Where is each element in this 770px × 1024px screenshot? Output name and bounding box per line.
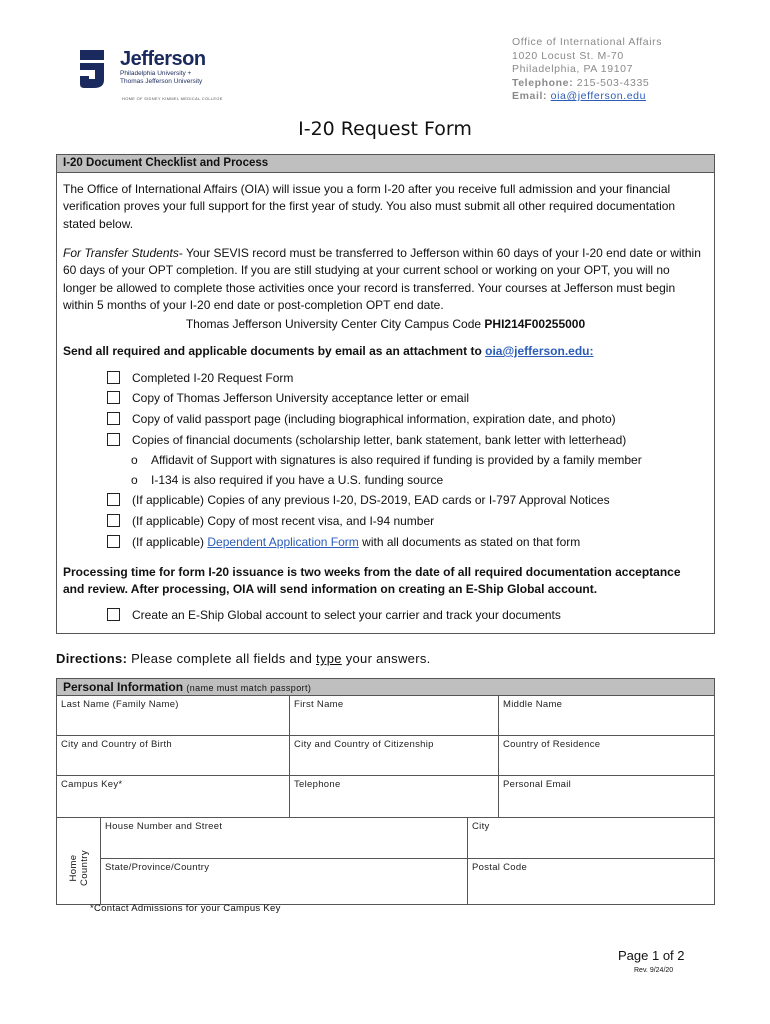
logo-tagline: HOME OF SIDNEY KIMMEL MEDICAL COLLEGE [122,96,223,101]
house-street-field[interactable] [101,818,468,859]
campus-code-line [57,317,714,331]
checkbox[interactable] [107,433,120,446]
checklist-item-label: Completed I-20 Request Form [132,371,294,385]
bullet: o [131,453,138,467]
home-label-line-1: Home [68,854,79,882]
field-label: Postal Code [472,862,528,873]
office-address-1: 1020 Locust St. M-70 [512,49,624,62]
checklist-item-label: Copy of Thomas Jefferson University acceptance letter or email [132,391,470,405]
checkbox[interactable] [107,535,120,548]
checklist-item-suffix: with all documents as stated on that form [358,535,581,549]
office-address-2: Philadelphia, PA 19107 [512,63,634,75]
telephone-value: 215-503-4335 [576,76,650,89]
checklist-header [57,155,714,173]
intro-paragraph: The Office of International Affairs (OIA) will issue you a form I-20 after you receive full admission and your financial verification proves your full support for the first year of study. You also must submit all other required documentation stated below. [63,182,676,231]
field-label: State/Province/Country [105,862,210,873]
field-label: Telephone [294,779,341,790]
checkbox[interactable] [107,391,120,404]
checkbox[interactable] [107,493,120,506]
directions-label: Directions: [56,651,128,666]
checklist-item-label: (If applicable) Copies of any previous I-20, DS-2019, EAD cards or I-797 Approval Notices [132,493,610,507]
campus-key-field[interactable] [57,776,290,818]
email-link[interactable]: oia@jefferson.edu [550,90,647,102]
logo-subtitle-2: Thomas Jefferson University [120,78,203,85]
sub-item-text: is also required if you have a U.S. funding source [178,473,444,487]
middle-name-field[interactable] [499,696,714,736]
checklist-item [107,411,616,427]
checkbox[interactable] [107,514,120,527]
office-contact-block [512,36,662,104]
office-email: Email: oia@jefferson.edu [512,90,647,102]
sub-item-i134 [131,472,443,488]
transfer-text: - Your SEVIS record must be transferred to Jefferson within 60 days of your I-20 end date or within 60 days of your OPT completion. If you are still studying at your current school or working on your OPT, you will no longer be allowed to complete those activities once your record is transferred. Your courses at Jefferson must begin within 5 months of your I-20 end date or post-completion OPT end date. [63,246,701,313]
campus-code: PHI214F00255000 [484,317,586,331]
checklist-section [56,154,715,634]
checklist-item [107,513,434,529]
send-text: Send all required and applicable documents by email as an attachment to [63,344,482,358]
checklist-item-label: Copies of financial documents (scholarship letter, bank statement, bank letter with letterhead) [132,433,627,447]
checklist-item-label: Create an E-Ship Global account to select your carrier and track your documents [132,608,561,622]
checklist-item [107,534,580,550]
revision-date: Rev. 9/24/20 [634,967,674,974]
residence-field[interactable] [499,736,714,776]
send-email-link[interactable]: oia@jefferson.edu: [485,344,594,358]
checklist-item [107,370,293,386]
checklist-item-eship [107,607,561,623]
jefferson-logo-icon [80,50,104,88]
field-label: City and Country of Citizenship [294,739,434,750]
personal-heading: Personal Information [63,680,184,694]
page-title: I-20 Request Form [298,118,472,140]
personal-subheading: (name must match passport) [186,683,312,693]
first-name-field[interactable] [290,696,499,736]
logo-name: Jefferson [120,48,206,70]
dependent-form-link[interactable]: Dependent Application Form [207,535,359,549]
affidavit-link[interactable]: Affidavit of Support [151,453,253,467]
citizenship-field[interactable] [290,736,499,776]
telephone-label: Telephone [512,76,570,89]
checklist-item-label: Copy of valid passport page (including biographical information, expiration date, and photo) [132,412,616,426]
personal-email-field[interactable] [499,776,714,818]
postal-code-field[interactable] [468,859,714,904]
office-name: Office of International Affairs [512,36,663,48]
send-instructions [63,343,703,360]
processing-note: Processing time for form I-20 issuance is two weeks from the date of all required documentation acceptance and review. After processing, OIA will send information on creating an E-Ship Global account. [63,565,681,597]
office-telephone: Telephone: 215-503-4335 [512,76,650,89]
home-country-label [57,818,101,904]
state-country-field[interactable] [101,859,468,904]
directions-text-end: your answers. [341,651,431,666]
city-field[interactable] [468,818,714,859]
checklist-item-label: (If applicable) [132,535,208,549]
sub-item-affidavit [131,452,642,468]
i134-link[interactable]: I-134 [151,473,179,487]
home-label-line-2: Country [79,849,90,887]
checklist-heading: I-20 Document Checklist and Process [63,157,269,169]
field-label: First Name [294,699,344,710]
checklist-item [107,492,610,508]
checkbox[interactable] [107,371,120,384]
checklist-item [107,432,626,448]
personal-information-header [57,679,714,696]
page-number: Page 1 of 2 [618,948,685,963]
field-label: Personal Email [503,779,572,790]
last-name-field[interactable] [57,696,290,736]
jefferson-logo [80,48,230,104]
directions-type-word: type [316,651,342,666]
campus-key-footnote: *Contact Admissions for your Campus Key [90,903,281,914]
telephone-field[interactable] [290,776,499,818]
bullet: o [131,473,138,487]
field-label: Country of Residence [503,739,601,750]
checklist-item [107,390,469,406]
sub-item-text: with signatures is also required if funding is provided by a family member [252,453,642,467]
field-label: Last Name (Family Name) [61,699,179,710]
transfer-label: For Transfer Students [63,246,179,260]
email-label: Email [512,90,544,102]
transfer-paragraph [63,245,703,315]
field-label: House Number and Street [105,821,223,832]
checkbox[interactable] [107,412,120,425]
field-label: Campus Key* [61,779,123,790]
field-label: Middle Name [503,699,563,710]
field-label: City and Country of Birth [61,739,172,750]
checkbox[interactable] [107,608,120,621]
campus-code-text: Thomas Jefferson University Center City Campus Code [185,317,482,331]
directions-text: Please complete all fields and [127,651,317,666]
directions [56,651,431,666]
birth-place-field[interactable] [57,736,290,776]
checklist-item-label: (If applicable) Copy of most recent visa, and I-94 number [132,514,435,528]
logo-subtitle-1: Philadelphia University + [120,70,192,77]
field-label: City [472,821,490,832]
personal-information-section [56,678,715,905]
